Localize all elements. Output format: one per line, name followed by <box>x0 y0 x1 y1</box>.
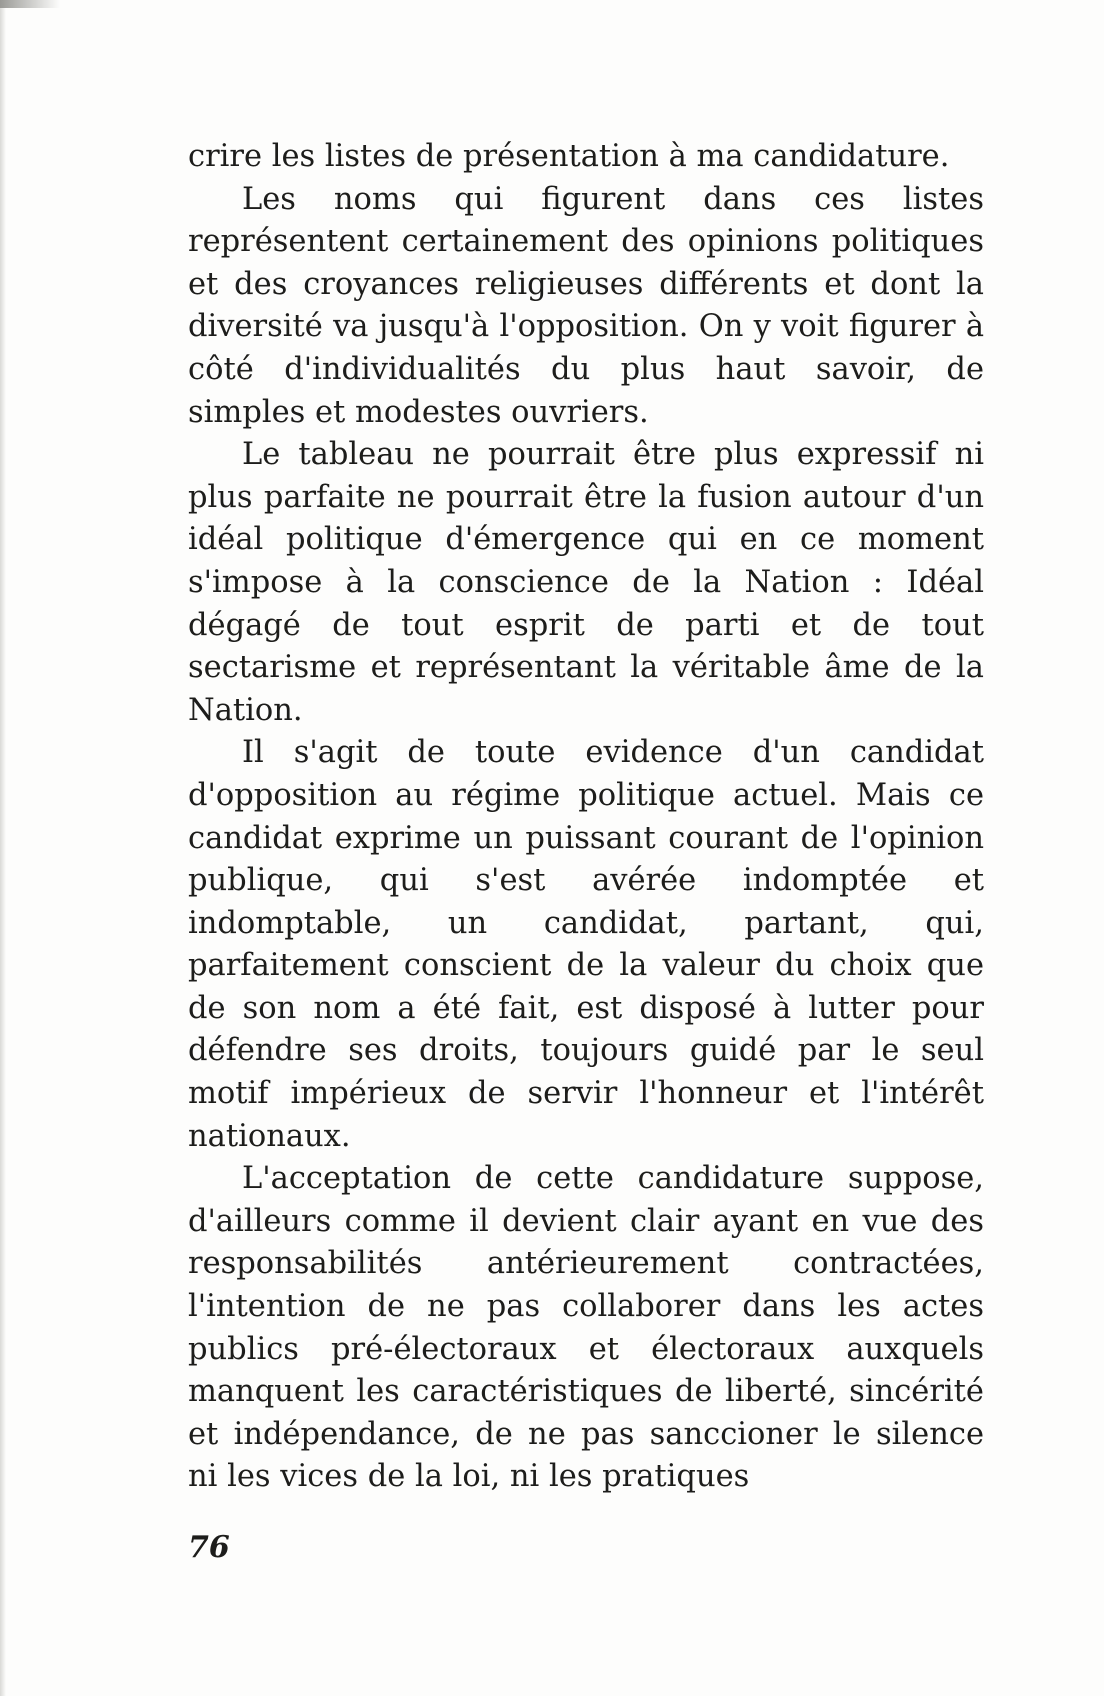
paragraph: Il s'agit de toute evidence d'un candidat d'opposition au régime politique actuel. Mais ce candidat exprime un puissant courant de l'opinion publique, qui s'est avérée indomptée et indomptable, un candidat, partant, qui, parfaitement conscient de la valeur du choix que de son nom a été fait, est disposé à lutter pour défendre ses droits, toujours guidé par le seul motif impérieux de servir l'honneur et l'intérêt nationaux. <box>188 735 984 1154</box>
page-number: 76 <box>188 1530 230 1565</box>
paragraph: Le tableau ne pourrait être plus expressif ni plus parfaite ne pourrait être la fusion autour d'un idéal politique d'émergence qui en ce moment s'impose à la conscience de la Nation : Idéal dégagé de tout esprit de parti et de tout sectarisme et représentant la véritable âme de la Nation. <box>188 437 984 728</box>
page-edge-shadow <box>0 0 6 1696</box>
paragraph: L'acceptation de cette candidature suppose, d'ailleurs comme il devient clair ayant en vue des responsabilités antérieurement contractées, l'intention de ne pas collaborer dans les actes publics pré-électoraux et électoraux auxquels manquent les caractéristiques de liberté, sincérité et indépendance, de ne pas sanccioner le silence ni les vices de la loi, ni les pratiques <box>188 1161 984 1495</box>
scan-corner-mark <box>0 0 60 8</box>
paragraph: Les noms qui figurent dans ces listes représentent certainement des opinions politiques et des croyances religieuses différents et dont la diversité va jusqu'à l'opposition. On y voit figurer à côté d'individualités du plus haut savoir, de simples et modestes ouvriers. <box>188 181 984 430</box>
body-text <box>188 136 984 1499</box>
paragraph-continuation: crire les listes de présentation à ma candidature. <box>188 139 950 174</box>
